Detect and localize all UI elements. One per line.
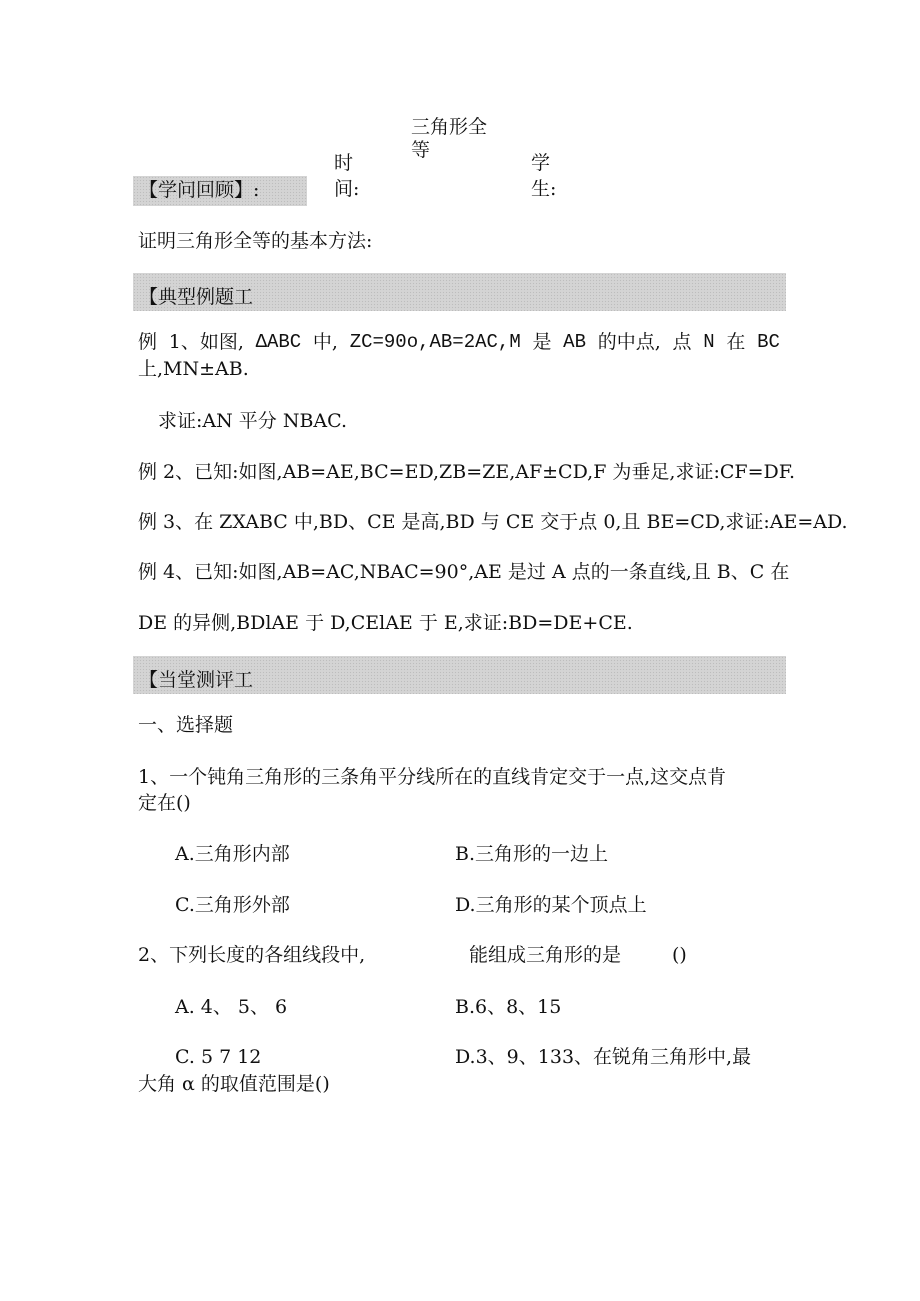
q1-option-d: D.三角形的某个顶点上 — [455, 894, 647, 916]
method-text: 证明三角形全等的基本方法: — [138, 230, 373, 252]
review-heading: 【学问回顾】: — [139, 179, 260, 201]
q1-option-b: B.三角形的一边上 — [455, 843, 609, 865]
time-label-line2: 间: — [334, 178, 360, 200]
q2-option-b: B.6、8、15 — [455, 996, 562, 1018]
question-1-line2: 定在() — [138, 792, 191, 814]
test-heading: 【当堂测评工 — [139, 669, 254, 691]
example-4-line2: DE 的异侧,BDlAE 于 D,CElAE 于 E,求证:BD=DE+CE. — [138, 612, 633, 634]
ex1-part: 在 — [726, 331, 746, 353]
question-3-line2: 大角 α 的取值范围是() — [138, 1073, 330, 1095]
ex1-part: ZC=90o,AB=2AC,M — [349, 331, 521, 353]
ex1-part: 例 — [138, 331, 158, 353]
q2-option-c-clipped — [175, 1043, 262, 1068]
example-2: 例 2、已知:如图,AB=AE,BC=ED,ZB=ZE,AF±CD,F 为垂足,求证:CF=DF. — [138, 461, 795, 483]
q2-option-c: C. 5 7 12 — [175, 1046, 262, 1068]
q2-option-a: A. 4、 5、 6 — [175, 996, 288, 1018]
ex1-part: 中, — [312, 331, 338, 353]
ex1-part: AB — [563, 331, 586, 353]
section-one-title: 一、选择题 — [138, 714, 234, 736]
question-2-left: 2、下列长度的各组线段中, — [138, 944, 366, 966]
ex1-part: ΔABC — [255, 331, 302, 353]
student-label-line1: 学 — [531, 152, 551, 174]
question-2-paren: () — [672, 944, 687, 966]
question-1-line1: 1、一个钝角三角形的三条角平分线所在的直线肯定交于一点,这交点肯 — [138, 766, 727, 788]
examples-heading-band — [133, 273, 786, 311]
example-1-line1 — [138, 333, 780, 352]
time-label-line1: 时 — [334, 152, 354, 174]
example-1-line3: 求证:AN 平分 NBAC. — [158, 410, 348, 432]
question-2-right: 能组成三角形的是 — [469, 944, 622, 966]
review-heading-band — [133, 176, 307, 206]
ex1-part: 的中点, — [597, 331, 661, 353]
ex1-part: N — [703, 331, 715, 353]
q1-option-a: A.三角形内部 — [175, 843, 290, 865]
student-label-line2: 生: — [531, 178, 557, 200]
ex1-part: BC — [757, 331, 780, 353]
q2-option-d: D.3、9、133、在锐角三角形中,最 — [455, 1046, 752, 1068]
example-4-line1: 例 4、已知:如图,AB=AC,NBAC=90°,AE 是过 A 点的一条直线,且 B、C 在 — [138, 561, 790, 583]
example-1-line2: 上,MN±AB. — [138, 358, 249, 380]
page-title-line1: 三角形全 — [411, 116, 488, 138]
ex1-part: 是 — [532, 331, 552, 353]
test-heading-band — [133, 656, 786, 694]
q1-option-c: C.三角形外部 — [175, 894, 290, 916]
ex1-part: 点 — [672, 331, 692, 353]
page-title-line2: 等 — [411, 139, 431, 161]
example-3: 例 3、在 ZXABC 中,BD、CE 是高,BD 与 CE 交于点 0,且 BE=CD,求证:AE=AD. — [138, 511, 848, 533]
examples-heading: 【典型例题工 — [139, 286, 254, 308]
ex1-part: 1、如图, — [168, 331, 244, 353]
